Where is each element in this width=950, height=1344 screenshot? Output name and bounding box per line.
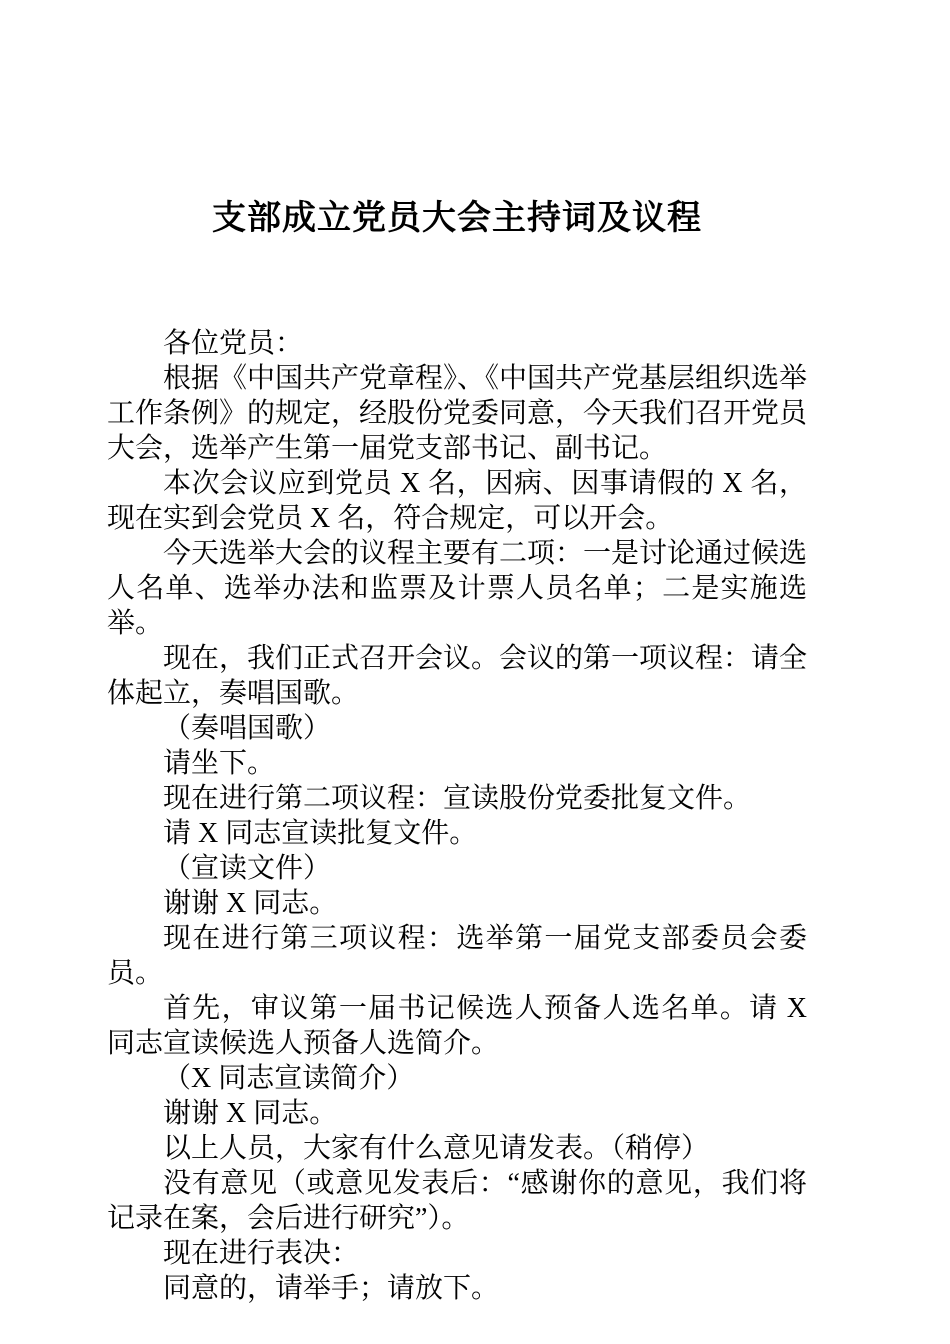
paragraph: （X 同志宣读简介） [163, 1063, 415, 1094]
paragraph: 根据《中国共产党章程》、《中国共产党基层组织选举工作条例》的规定，经股份党委同意，今天我们召开党员大会，选举产生第一届党支部书记、副书记。 [107, 363, 808, 464]
paragraph: 现在进行表决： [163, 1238, 360, 1269]
paragraph: （奏唱国歌） [163, 713, 332, 744]
paragraph: 现在进行第二项议程：宣读股份党委批复文件。 [163, 783, 752, 814]
paragraph: 现在进行第三项议程：选举第一届党支部委员会委员。 [107, 923, 807, 989]
paragraph: 首先，审议第一届书记候选人预备人选名单。请 X 同志宣读候选人预备人选简介。 [107, 993, 807, 1059]
paragraph: 同意的，请举手；请放下。 [163, 1273, 500, 1304]
paragraph: 以上人员，大家有什么意见请发表。（稍停） [163, 1133, 710, 1164]
paragraph: （宣读文件） [163, 853, 332, 884]
paragraph: 各位党员： [163, 328, 304, 359]
document-body [107, 326, 807, 1306]
paragraph: 请 X 同志宣读批复文件。 [163, 818, 478, 849]
paragraph: 谢谢 X 同志。 [163, 1098, 338, 1129]
paragraph: 谢谢 X 同志。 [163, 888, 338, 919]
paragraph: 请坐下。 [163, 748, 276, 779]
paragraph: 没有意见（或意见发表后：“感谢你的意见，我们将记录在案，会后进行研究”）。 [107, 1168, 807, 1234]
paragraph: 现在，我们正式召开会议。会议的第一项议程：请全体起立，奏唱国歌。 [107, 643, 808, 709]
paragraph: 本次会议应到党员 X 名，因病、因事请假的 X 名，现在实到会党员 X 名，符合规定，可以开会。 [107, 468, 807, 534]
document-title: 支部成立党员大会主持词及议程 [212, 200, 702, 237]
paragraph: 今天选举大会的议程主要有二项：一是讨论通过候选人名单、选举办法和监票及计票人员名单；二是实施选举。 [107, 538, 808, 639]
